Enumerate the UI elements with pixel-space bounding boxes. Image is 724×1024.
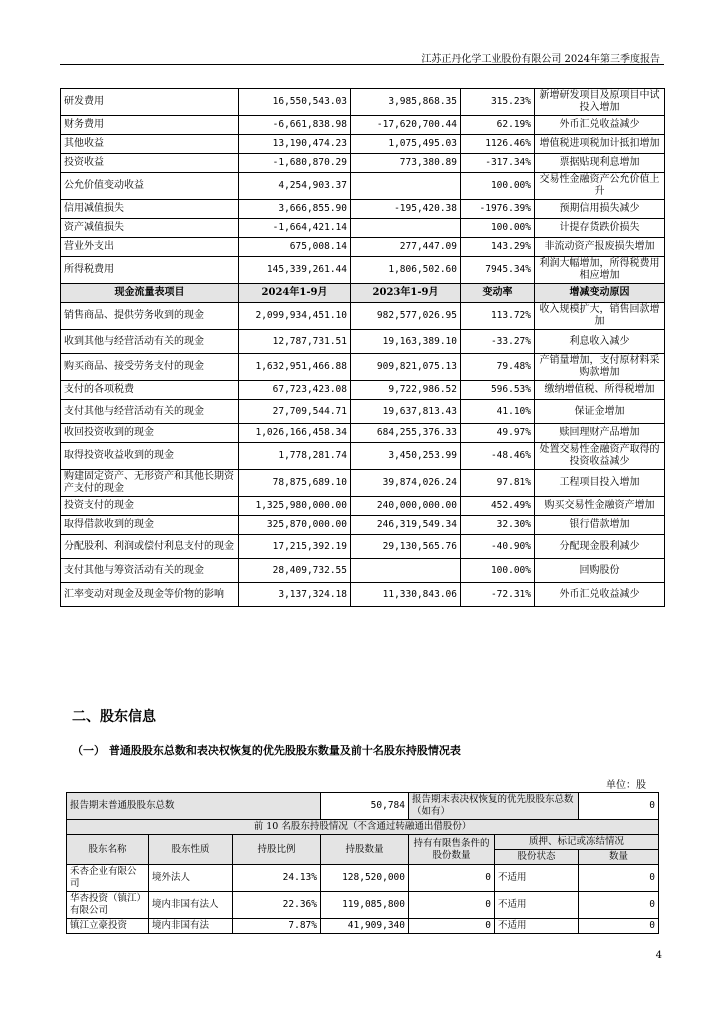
change-rate-cell: -48.46% bbox=[461, 443, 535, 470]
holder-ratio: 7.87% bbox=[233, 919, 321, 934]
income-row bbox=[61, 238, 665, 257]
change-rate-cell: 62.19% bbox=[461, 116, 535, 135]
holders-header-row-1 bbox=[67, 835, 659, 850]
previous-period-cell bbox=[351, 219, 461, 238]
change-reason-cell: 非流动资产报废损失增加 bbox=[535, 238, 665, 257]
cash-flow-header-row bbox=[61, 284, 665, 303]
item-cell: 投资收益 bbox=[61, 154, 239, 173]
cash-flow-row bbox=[61, 516, 665, 535]
change-rate-cell: 41.10% bbox=[461, 400, 535, 424]
change-reason-cell: 利息收入减少 bbox=[535, 330, 665, 354]
col-pledge: 质押、标记或冻结情况 bbox=[495, 835, 659, 850]
change-rate-cell: -72.31% bbox=[461, 583, 535, 607]
current-period-cell: 17,215,392.19 bbox=[239, 535, 351, 559]
holder-pledge-status: 不适用 bbox=[495, 892, 579, 919]
income-row bbox=[61, 173, 665, 200]
change-reason-cell: 分配现金股利减少 bbox=[535, 535, 665, 559]
change-rate-cell: 1126.46% bbox=[461, 135, 535, 154]
cash-flow-row bbox=[61, 424, 665, 443]
change-reason-cell: 利润大幅增加，所得税费用相应增加 bbox=[535, 257, 665, 284]
previous-period-cell: 9,722,986.52 bbox=[351, 381, 461, 400]
item-cell: 所得税费用 bbox=[61, 257, 239, 284]
item-cell: 收回投资收到的现金 bbox=[61, 424, 239, 443]
income-row bbox=[61, 116, 665, 135]
change-rate-cell: 315.23% bbox=[461, 89, 535, 116]
current-period-cell: 1,632,951,466.88 bbox=[239, 354, 351, 381]
item-cell: 取得借款收到的现金 bbox=[61, 516, 239, 535]
top10-title-row bbox=[67, 820, 659, 835]
shareholder-row bbox=[67, 865, 659, 892]
current-period-cell: 16,550,543.03 bbox=[239, 89, 351, 116]
change-rate-cell: 97.81% bbox=[461, 470, 535, 497]
change-reason-cell: 处置交易性金融资产取得的投资收益减少 bbox=[535, 443, 665, 470]
col-header-previous: 2023年1-9月 bbox=[351, 284, 461, 303]
item-cell: 信用减值损失 bbox=[61, 200, 239, 219]
previous-period-cell: 773,380.89 bbox=[351, 154, 461, 173]
change-rate-cell: 143.29% bbox=[461, 238, 535, 257]
item-cell: 购买商品、接受劳务支付的现金 bbox=[61, 354, 239, 381]
change-reason-cell: 工程项目投入增加 bbox=[535, 470, 665, 497]
previous-period-cell: 19,163,389.10 bbox=[351, 330, 461, 354]
item-cell: 购建固定资产、无形资产和其他长期资产支付的现金 bbox=[61, 470, 239, 497]
page-header: 江苏正丹化学工业股份有限公司 2024年第三季度报告 bbox=[421, 54, 660, 65]
change-reason-cell: 保证金增加 bbox=[535, 400, 665, 424]
previous-period-cell: 29,130,565.76 bbox=[351, 535, 461, 559]
change-reason-cell: 新增研发项目及原项目中试投入增加 bbox=[535, 89, 665, 116]
previous-period-cell: 982,577,026.95 bbox=[351, 303, 461, 330]
previous-period-cell: 3,450,253.99 bbox=[351, 443, 461, 470]
subsection-title: （一） 普通股股东总数和表决权恢复的优先股股东数量及前十名股东持股情况表 bbox=[72, 744, 461, 757]
previous-period-cell: -17,620,700.44 bbox=[351, 116, 461, 135]
change-rate-cell: 79.48% bbox=[461, 354, 535, 381]
income-row bbox=[61, 89, 665, 116]
item-cell: 投资支付的现金 bbox=[61, 497, 239, 516]
current-period-cell: 13,190,474.23 bbox=[239, 135, 351, 154]
change-reason-cell: 交易性金融资产公允价值上升 bbox=[535, 173, 665, 200]
previous-period-cell: -195,420.38 bbox=[351, 200, 461, 219]
change-rate-cell: 7945.34% bbox=[461, 257, 535, 284]
shareholder-row bbox=[67, 892, 659, 919]
current-period-cell: 145,339,261.44 bbox=[239, 257, 351, 284]
holder-ratio: 22.36% bbox=[233, 892, 321, 919]
col-header-rate: 变动率 bbox=[461, 284, 535, 303]
item-cell: 收到其他与经营活动有关的现金 bbox=[61, 330, 239, 354]
cash-flow-row bbox=[61, 400, 665, 424]
current-period-cell: 4,254,903.37 bbox=[239, 173, 351, 200]
change-rate-cell: -317.34% bbox=[461, 154, 535, 173]
change-reason-cell: 赎回理财产品增加 bbox=[535, 424, 665, 443]
income-row bbox=[61, 200, 665, 219]
current-period-cell: 3,666,855.90 bbox=[239, 200, 351, 219]
previous-period-cell: 240,000,000.00 bbox=[351, 497, 461, 516]
current-period-cell: -1,664,421.14 bbox=[239, 219, 351, 238]
unit-label: 单位：股 bbox=[606, 780, 646, 791]
change-rate-cell: 32.30% bbox=[461, 516, 535, 535]
previous-period-cell: 246,319,549.34 bbox=[351, 516, 461, 535]
cash-flow-row bbox=[61, 583, 665, 607]
income-row bbox=[61, 219, 665, 238]
holder-ratio: 24.13% bbox=[233, 865, 321, 892]
col-header-current: 2024年1-9月 bbox=[239, 284, 351, 303]
income-row bbox=[61, 257, 665, 284]
current-period-cell: 78,875,689.10 bbox=[239, 470, 351, 497]
change-rate-cell: 100.00% bbox=[461, 219, 535, 238]
income-row bbox=[61, 154, 665, 173]
col-ratio: 持股比例 bbox=[233, 835, 321, 865]
previous-period-cell: 19,637,813.43 bbox=[351, 400, 461, 424]
holder-restricted: 0 bbox=[409, 892, 495, 919]
holder-qty: 119,085,800 bbox=[321, 892, 409, 919]
cash-flow-row bbox=[61, 354, 665, 381]
previous-period-cell bbox=[351, 559, 461, 583]
previous-period-cell: 11,330,843.06 bbox=[351, 583, 461, 607]
item-cell: 支付的各项税费 bbox=[61, 381, 239, 400]
item-cell: 汇率变动对现金及现金等价物的影响 bbox=[61, 583, 239, 607]
section-title: 二、股东信息 bbox=[72, 709, 156, 725]
current-period-cell: 1,325,980,000.00 bbox=[239, 497, 351, 516]
total-holders-value: 50,784 bbox=[321, 793, 409, 820]
change-rate-cell: -33.27% bbox=[461, 330, 535, 354]
holder-nature: 境外法人 bbox=[149, 865, 233, 892]
current-period-cell: 28,409,732.55 bbox=[239, 559, 351, 583]
current-period-cell: 67,723,423.08 bbox=[239, 381, 351, 400]
change-reason-cell: 票据贴现利息增加 bbox=[535, 154, 665, 173]
previous-period-cell: 39,874,026.24 bbox=[351, 470, 461, 497]
col-header-item: 现金流量表项目 bbox=[61, 284, 239, 303]
change-rate-cell: 100.00% bbox=[461, 173, 535, 200]
pref-holders-label: 报告期末表决权恢复的优先股股东总数（如有） bbox=[409, 793, 579, 820]
change-reason-cell: 外币汇兑收益减少 bbox=[535, 116, 665, 135]
col-header-reason: 增减变动原因 bbox=[535, 284, 665, 303]
shareholder-row bbox=[67, 919, 659, 934]
change-reason-cell: 外币汇兑收益减少 bbox=[535, 583, 665, 607]
change-rate-cell: 113.72% bbox=[461, 303, 535, 330]
previous-period-cell: 909,821,075.13 bbox=[351, 354, 461, 381]
holder-pledge-amount: 0 bbox=[579, 865, 659, 892]
previous-period-cell bbox=[351, 173, 461, 200]
item-cell: 分配股利、利润或偿付利息支付的现金 bbox=[61, 535, 239, 559]
change-reason-cell: 计提存货跌价损失 bbox=[535, 219, 665, 238]
previous-period-cell: 1,075,495.03 bbox=[351, 135, 461, 154]
holder-pledge-amount: 0 bbox=[579, 892, 659, 919]
current-period-cell: -6,661,838.98 bbox=[239, 116, 351, 135]
col-restricted: 持有有限售条件的股份数量 bbox=[409, 835, 495, 865]
current-period-cell: 1,778,281.74 bbox=[239, 443, 351, 470]
holder-nature: 境内非国有法人 bbox=[149, 892, 233, 919]
col-name: 股东名称 bbox=[67, 835, 149, 865]
cash-flow-row bbox=[61, 470, 665, 497]
change-reason-cell: 缴纳增值税、所得税增加 bbox=[535, 381, 665, 400]
shareholder-table bbox=[66, 792, 659, 934]
item-cell: 财务费用 bbox=[61, 116, 239, 135]
total-holders-row bbox=[67, 793, 659, 820]
holder-pledge-amount: 0 bbox=[579, 919, 659, 934]
col-status: 股份状态 bbox=[495, 850, 579, 865]
item-cell: 营业外支出 bbox=[61, 238, 239, 257]
change-reason-cell: 收入规模扩大，销售回款增加 bbox=[535, 303, 665, 330]
current-period-cell: -1,680,870.29 bbox=[239, 154, 351, 173]
current-period-cell: 27,709,544.71 bbox=[239, 400, 351, 424]
total-holders-label: 报告期末普通股股东总数 bbox=[67, 793, 321, 820]
change-reason-cell: 产销量增加，支付原材料采购款增加 bbox=[535, 354, 665, 381]
change-rate-cell: 100.00% bbox=[461, 559, 535, 583]
col-amount: 数量 bbox=[579, 850, 659, 865]
income-row bbox=[61, 135, 665, 154]
change-rate-cell: 452.49% bbox=[461, 497, 535, 516]
previous-period-cell: 277,447.09 bbox=[351, 238, 461, 257]
holder-pledge-status: 不适用 bbox=[495, 865, 579, 892]
holder-restricted: 0 bbox=[409, 865, 495, 892]
change-rate-cell: -1976.39% bbox=[461, 200, 535, 219]
current-period-cell: 325,870,000.00 bbox=[239, 516, 351, 535]
item-cell: 销售商品、提供劳务收到的现金 bbox=[61, 303, 239, 330]
current-period-cell: 1,026,166,458.34 bbox=[239, 424, 351, 443]
holder-pledge-status: 不适用 bbox=[495, 919, 579, 934]
item-cell: 其他收益 bbox=[61, 135, 239, 154]
item-cell: 资产减值损失 bbox=[61, 219, 239, 238]
cash-flow-row bbox=[61, 443, 665, 470]
cash-flow-row bbox=[61, 330, 665, 354]
pref-holders-value: 0 bbox=[579, 793, 659, 820]
cash-flow-row bbox=[61, 381, 665, 400]
change-reason-cell: 回购股份 bbox=[535, 559, 665, 583]
current-period-cell: 2,099,934,451.10 bbox=[239, 303, 351, 330]
holder-restricted: 0 bbox=[409, 919, 495, 934]
holder-name: 华杏投资（镇江）有限公司 bbox=[67, 892, 149, 919]
holder-nature: 境内非国有法 bbox=[149, 919, 233, 934]
change-reason-cell: 银行借款增加 bbox=[535, 516, 665, 535]
previous-period-cell: 684,255,376.33 bbox=[351, 424, 461, 443]
cash-flow-row bbox=[61, 535, 665, 559]
previous-period-cell: 3,985,868.35 bbox=[351, 89, 461, 116]
change-rate-cell: -40.90% bbox=[461, 535, 535, 559]
item-cell: 支付其他与筹资活动有关的现金 bbox=[61, 559, 239, 583]
holder-qty: 41,909,340 bbox=[321, 919, 409, 934]
current-period-cell: 675,008.14 bbox=[239, 238, 351, 257]
current-period-cell: 12,787,731.51 bbox=[239, 330, 351, 354]
cash-flow-row bbox=[61, 559, 665, 583]
change-reason-cell: 增值税进项税加计抵扣增加 bbox=[535, 135, 665, 154]
top10-title: 前 10 名股东持股情况（不含通过转融通出借股份） bbox=[67, 820, 659, 835]
page-number: 4 bbox=[655, 950, 662, 961]
col-nature: 股东性质 bbox=[149, 835, 233, 865]
change-rate-cell: 49.97% bbox=[461, 424, 535, 443]
holder-qty: 128,520,000 bbox=[321, 865, 409, 892]
financial-changes-table bbox=[60, 88, 665, 607]
cash-flow-row bbox=[61, 303, 665, 330]
holder-name: 镇江立豪投资 bbox=[67, 919, 149, 934]
change-reason-cell: 预期信用损失减少 bbox=[535, 200, 665, 219]
header-divider bbox=[60, 64, 664, 65]
item-cell: 取得投资收益收到的现金 bbox=[61, 443, 239, 470]
col-qty: 持股数量 bbox=[321, 835, 409, 865]
previous-period-cell: 1,806,502.60 bbox=[351, 257, 461, 284]
current-period-cell: 3,137,324.18 bbox=[239, 583, 351, 607]
change-rate-cell: 596.53% bbox=[461, 381, 535, 400]
cash-flow-row bbox=[61, 497, 665, 516]
holder-name: 禾杏企业有限公司 bbox=[67, 865, 149, 892]
change-reason-cell: 购买交易性金融资产增加 bbox=[535, 497, 665, 516]
item-cell: 支付其他与经营活动有关的现金 bbox=[61, 400, 239, 424]
item-cell: 公允价值变动收益 bbox=[61, 173, 239, 200]
item-cell: 研发费用 bbox=[61, 89, 239, 116]
